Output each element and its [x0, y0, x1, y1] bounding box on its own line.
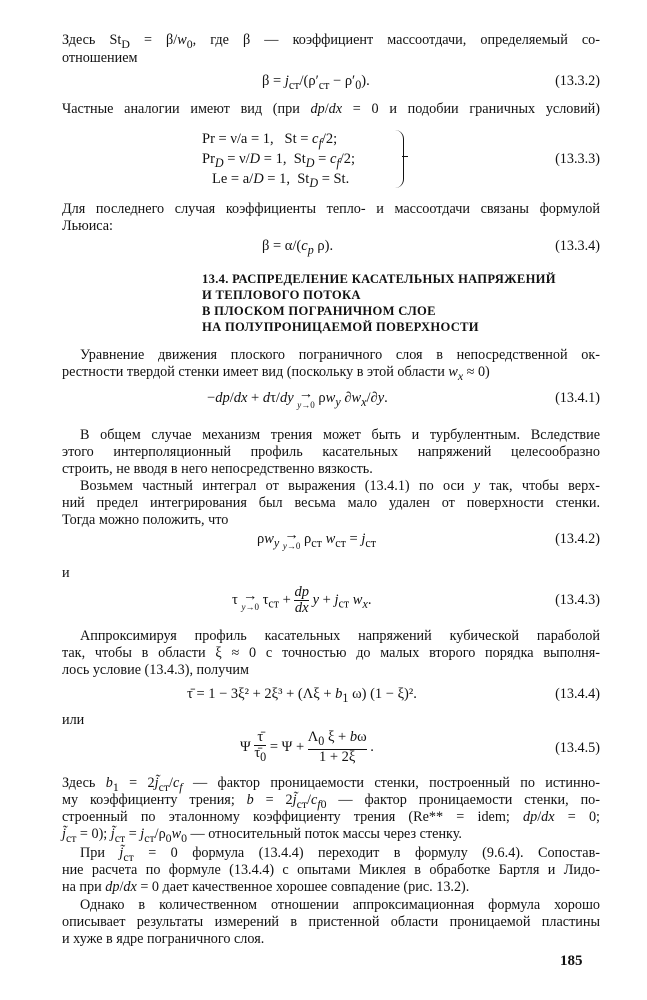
text-line: лось условие (13.4.3), получим [62, 662, 249, 678]
equation-number: (13.4.1) [555, 390, 600, 406]
text-line: так, чтобы в области ξ ≈ 0 с точностью до малых второго порядка выполня- [62, 645, 600, 661]
text-line: Уравнение движения плоского пограничного слоя в непосредственной ок- [80, 347, 600, 363]
equation-13-4-1: −dp/dx + dτ/dy → y→0 $\rho w_y$ $\partial w_x/\partial y$. [207, 386, 388, 410]
equation-number: (13.4.2) [555, 531, 600, 547]
section-heading-line: 13.4. РАСПРЕДЕЛЕНИЕ КАСАТЕЛЬНЫХ НАПРЯЖЕНИЙ [202, 272, 556, 286]
equation-number: (13.3.2) [555, 73, 600, 89]
text-line: или [62, 712, 85, 728]
text-line: Частные аналогии имеют вид (при dp/dx = 0 и подобии граничных условий) [62, 101, 601, 117]
equation-13-3-3a: Pr = ν/a = 1, $St = c_f/2$; [202, 131, 338, 150]
text-line: Здесь $St_D = \beta/w_0$, где β — коэффициент массоотдачи, определяемый со- [62, 32, 600, 51]
text-line: Возьмем частный интеграл от выражения (13.4.1) по оси y так, чтобы верх- [80, 478, 601, 494]
page-number: 185 [560, 953, 583, 969]
text-line: Льюиса: [62, 218, 113, 234]
equation-13-3-3c: Le = a/D = 1, $St_D = St$. [212, 171, 350, 190]
equation-13-3-2: $\beta = j_{ст}/(\rho'_{ст} - \rho'_0)$. [262, 73, 370, 92]
text-line: этого интерполяционный профиль касательных напряжений целесообразно [62, 444, 600, 460]
text-line: В общем случае механизм трения может быть и турбулентным. Вследствие [80, 427, 600, 443]
text-line: на при dp/dx = 0 дает качественное хорошее совпадение (рис. 13.2). [62, 879, 470, 895]
equation-13-4-2: $\rho w_y$ → y→0 $\rho_{ст}$ $w_{ст} = j_{ст}$ [257, 527, 376, 551]
text-line: рестности твердой стенки имеет вид (поскольку в этой области $w_x \approx 0$) [62, 364, 490, 383]
equation-number: (13.4.3) [555, 592, 600, 608]
equation-number: (13.3.4) [555, 238, 600, 254]
equation-13-3-3b: $Pr_D = \nu/D = 1$, $St_D = c_f/2$; [202, 151, 356, 170]
text-line: отношением [62, 50, 138, 66]
right-brace-tip [402, 156, 408, 163]
equation-number: (13.4.5) [555, 740, 600, 756]
text-line: Тогда можно положить, что [62, 512, 229, 528]
equation-13-4-4: τ̄ = $1 - 3\xi^2 + 2\xi^3 + (\Lambda\xi + b_1$ ω) (1 − ξ)². [187, 686, 417, 705]
text-line: $j̃_{ст} = 0$); $j̃_{ст} = j_{ст}/\rho_0w_0$ — относительный поток массы через стенку. [62, 826, 462, 845]
section-heading-line: НА ПОЛУПРОНИЦАЕМОЙ ПОВЕРХНОСТИ [202, 320, 479, 334]
text-line: и хуже в ядре пограничного слоя. [62, 931, 265, 947]
equation-13-3-4: $\beta = \alpha/(c_p$ ρ). [262, 238, 334, 257]
text-line: му коэффициенту трения; $b = 2j̃_{ст}/c_{f0}$ — фактор проницаемости стенки, по- [62, 792, 600, 811]
text-line: описывает результаты измерений в пристенной области проницаемой пластины [62, 914, 600, 930]
text-line: Однако в количественном отношении аппроксимационная формула хорошо [80, 897, 600, 913]
section-heading-line: И ТЕПЛОВОГО ПОТОКА [202, 288, 361, 302]
equation-13-4-3: τ → y→0 $\tau_{ст}$ + $\frac{dp}{dx}$ $y + j_{ст}$ $w_x$. [232, 584, 372, 616]
text-line: Для последнего случая коэффициенты тепло- и массоотдачи связаны формулой [62, 201, 600, 217]
equation-number: (13.4.4) [555, 686, 600, 702]
text-line: При $j̃_{ст} = 0$ формула (13.4.4) переходит в формулу (9.6.4). Сопостав- [80, 845, 600, 864]
text-line: ний предел интегрирования был весьма мало удален от поверхности стенки. [62, 495, 600, 511]
text-line: Аппроксимируя профиль касательных напряжений кубической параболой [80, 628, 600, 644]
text-line: ние расчета по формуле (13.4.4) с опытами Миклея в обработке Бартля и Лидо- [62, 862, 600, 878]
text-line: строенный по эталонному коэффициенту трения (Re** = idem; dp/dx = 0; [62, 809, 600, 825]
text-line: Здесь $b_1$ = $2j̃_{ст}/c_f$ — фактор проницаемости стенки, построенный по истинно- [62, 775, 600, 794]
text-line: строить, не вводя в него непосредственно вязкость. [62, 461, 373, 477]
text-line: и [62, 565, 70, 581]
equation-number: (13.3.3) [555, 151, 600, 167]
section-heading-line: В ПЛОСКОМ ПОГРАНИЧНОМ СЛОЕ [202, 304, 436, 318]
equation-13-4-5: Ψ $\frac{\taū}{\taū_0}$ = Ψ + $\frac{\Lambda_0 \xi + b\omega}{1 + 2\xi}$ . [240, 729, 374, 765]
